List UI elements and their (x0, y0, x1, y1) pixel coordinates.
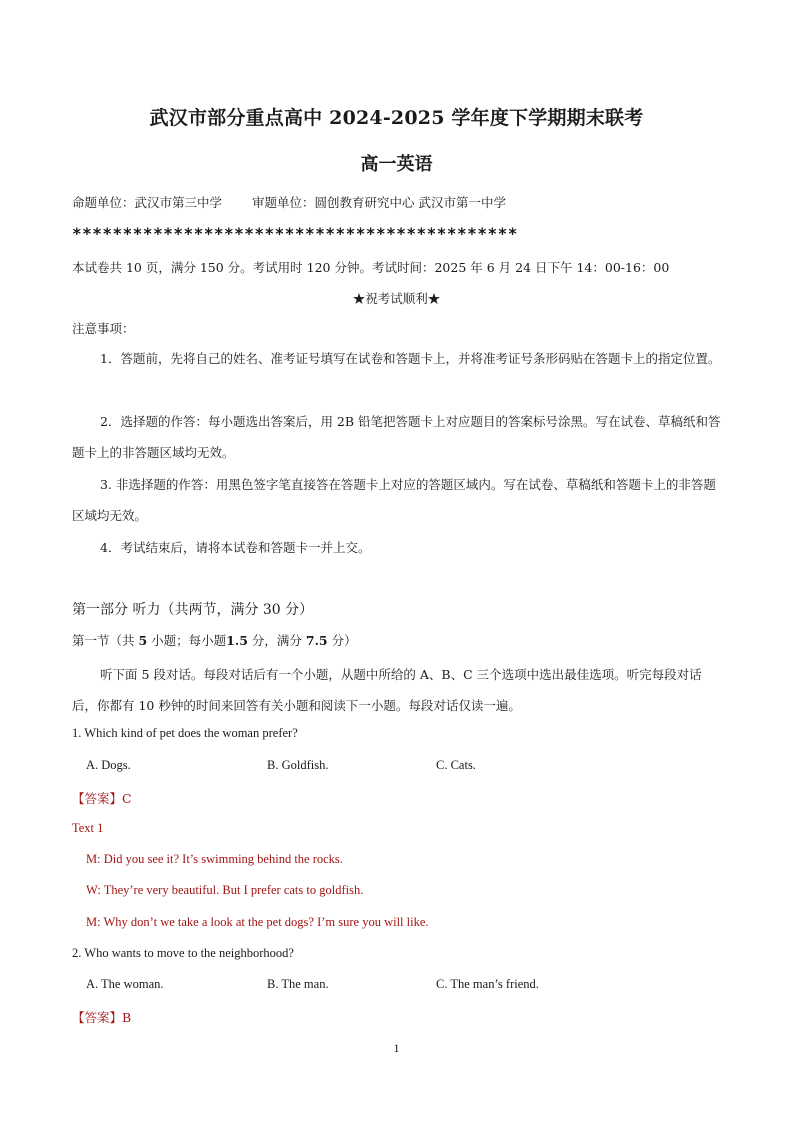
note-item: 4．考试结束后，请将本试卷和答题卡一并上交。 (100, 540, 371, 555)
notes-heading: 注意事项： (72, 321, 135, 336)
note-item: 1．答题前，先将自己的姓名、准考证号填写在试卷和答题卡上，并将准考证号条形码贴在答题卡上的指定位置。 (100, 351, 721, 366)
exam-title: 武汉市部分重点高中 2024-2025 学年度下学期期末联考 (149, 107, 644, 129)
option-b: B. Goldfish. (267, 758, 329, 772)
section-title: 第一节（共 5 小题；每小题1.5 分，满分 7.5 分） (72, 633, 357, 648)
exam-subject: 高一英语 (360, 154, 433, 175)
question-stem: 2. Who wants to move to the neighborhood? (72, 946, 294, 960)
answer-value: C (122, 791, 132, 806)
page-number: 1 (393, 1041, 400, 1055)
answer-label: 【答案】 (72, 791, 123, 806)
note-item: 2．选择题的作答：每小题选出答案后，用 2B 铅笔把答题卡上对应题目的答案标号涂黑。写在试卷、草稿纸和答题卡上的非答题区域均无效。 (72, 414, 721, 460)
good-luck-line: ★祝考试顺利★ (352, 291, 441, 306)
dialogue-line: W: They’re very beautiful. But I prefer cats to goldfish. (86, 883, 364, 897)
note-item: 3. 非选择题的作答：用黑色签字笔直接答在答题卡上对应的答题区域内。写在试卷、草稿纸和答题卡上的非答题区域均无效。 (72, 477, 716, 523)
exam-meta: 本试卷共 10 页，满分 150 分。考试用时 120 分钟。考试时间：2025 年 6 月 24 日下午 14：00-16：00 (72, 260, 670, 275)
question-stem: 1. Which kind of pet does the woman prefer? (72, 726, 298, 740)
exam-units (72, 193, 506, 211)
transcript-label: Text 1 (72, 821, 104, 835)
star-divider: ******************************************** (72, 224, 518, 243)
dialogue-line: M: Did you see it? It’s swimming behind the rocks. (86, 852, 343, 866)
option-a: A. The woman. (86, 977, 164, 991)
answer-label: 【答案】 (72, 1010, 123, 1025)
option-a: A. Dogs. (86, 758, 131, 772)
answer-line (72, 1008, 131, 1026)
option-b: B. The man. (267, 977, 329, 991)
answer-value: B (122, 1010, 132, 1025)
section-instructions: 听下面 5 段对话。每段对话后有一个小题，从题中所给的 A、B、C 三个选项中选出最佳选项。听完每段对话后，你都有 10 秒钟的时间来回答有关小题和阅读下一小题。每段对话仅读一遍。 (72, 667, 702, 713)
reviewer-unit: 审题单位：圆创教育研究中心 武汉市第一中学 (252, 195, 506, 210)
option-c: C. Cats. (436, 758, 476, 772)
setter-unit: 命题单位：武汉市第三中学 (72, 195, 223, 210)
option-c: C. The man’s friend. (436, 977, 539, 991)
dialogue-line: M: Why don’t we take a look at the pet dogs? I’m sure you will like. (86, 915, 429, 929)
part-title: 第一部分 听力（共两节，满分 30 分） (72, 602, 314, 618)
answer-line (72, 789, 132, 807)
